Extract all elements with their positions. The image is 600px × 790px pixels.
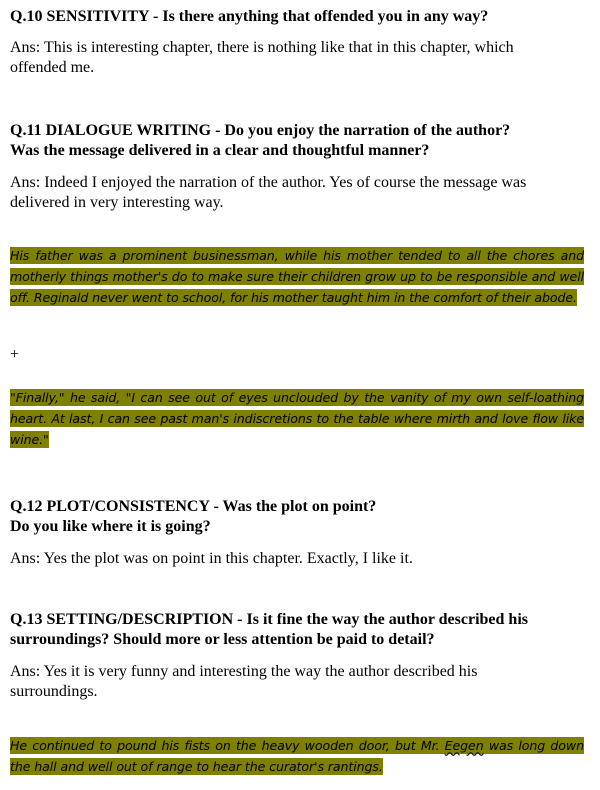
highlighted-quote-3 — [10, 735, 584, 777]
quote-3-before: He continued to pound his fists on the heavy wooden door, but Mr. — [10, 738, 445, 753]
question-10-answer: Ans: This is interesting chapter, there is nothing like that in this chapter, which offended me. — [10, 39, 514, 76]
highlighted-quote-1 — [10, 245, 584, 308]
highlighted-quote-2 — [10, 387, 584, 450]
question-11-answer: Ans: Indeed I enjoyed the narration of the author. Yes of course the message was delivered in very interesting way. — [10, 174, 527, 211]
question-13-title-line-1: Q.13 SETTING/DESCRIPTION - Is it fine the way the author described his — [10, 611, 528, 628]
question-13-answer: Ans: Yes it is very funny and interesting the way the author described his surroundings. — [10, 663, 478, 700]
question-13-title-line-2: surroundings? Should more or less attention be paid to detail? — [10, 631, 435, 648]
plus-sign: + — [10, 346, 20, 363]
quote-2-text: "Finally," he said, "I can see out of eyes unclouded by the vanity of my own self-loathing heart. At last, I can see past man's indiscretions to the table where mirth and love flow like wine." — [10, 390, 584, 447]
question-12-answer: Ans: Yes the plot was on point in this chapter. Exactly, I like it. — [10, 550, 413, 567]
quote-1-text: His father was a prominent businessman, while his mother tended to all the chores and motherly things mother's do to make sure their children grow up to be responsible and well off. Reginald never went to school, for his mother taught him in the comfort of their abode. — [10, 248, 584, 305]
quote-3-name: Eegen — [444, 738, 484, 753]
quote-3-after: was long down the hall and well out of range to hear the curator's rantings. — [10, 738, 584, 774]
question-12-title-line-2: Do you like where it is going? — [10, 518, 211, 535]
question-10-title: Q.10 SENSITIVITY - Is there anything that offended you in any way? — [10, 8, 489, 25]
question-11-title-line-1: Q.11 DIALOGUE WRITING - Do you enjoy the narration of the author? — [10, 122, 511, 139]
quote-3-text — [10, 737, 584, 775]
question-11-title-line-2: Was the message delivered in a clear and thoughtful manner? — [10, 142, 430, 159]
question-12-title-line-1: Q.12 PLOT/CONSISTENCY - Was the plot on point? — [10, 498, 377, 515]
question-13-title — [10, 610, 528, 650]
question-11-title — [10, 121, 510, 161]
question-12-title — [10, 497, 376, 537]
